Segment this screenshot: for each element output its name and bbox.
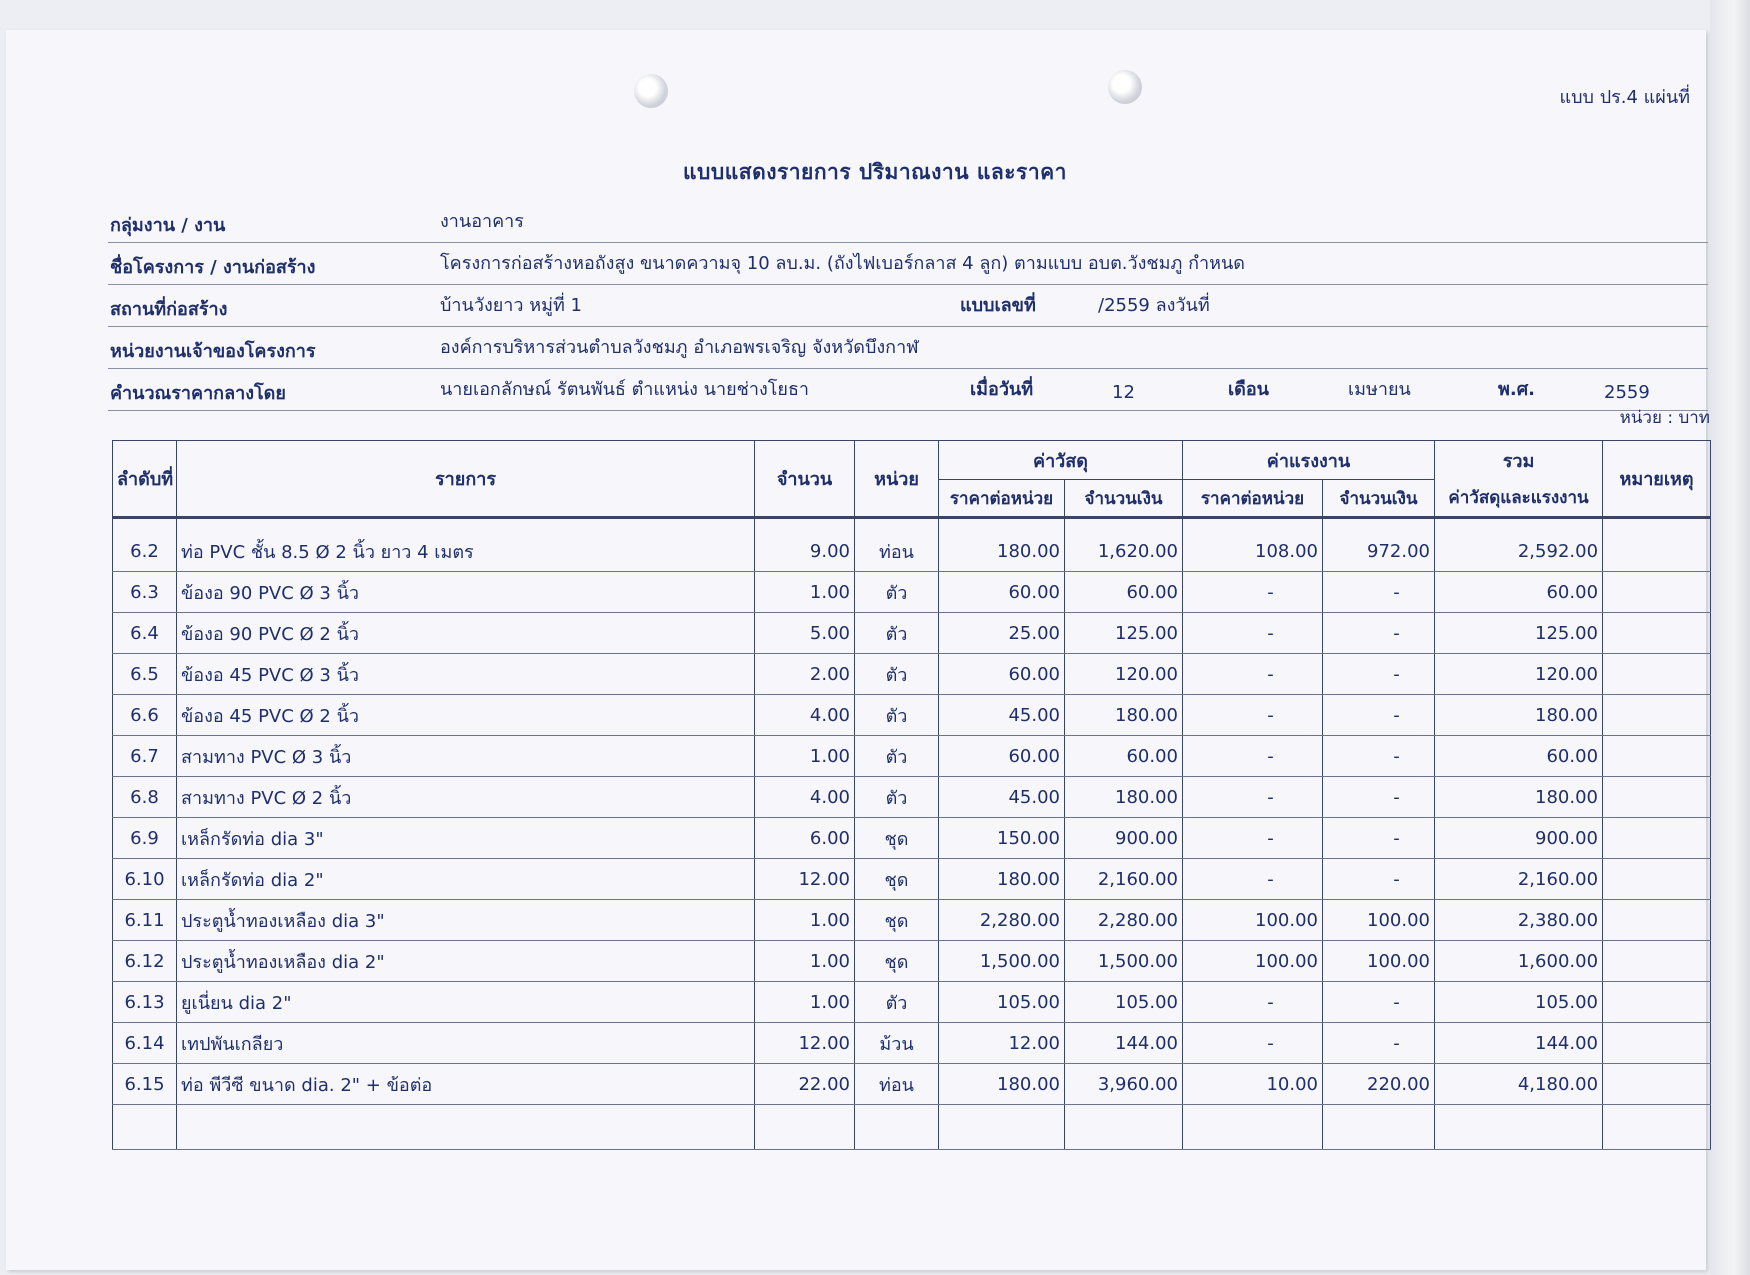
cell-labor-unit-price: - bbox=[1183, 695, 1323, 736]
cell-total: 2,592.00 bbox=[1435, 531, 1603, 572]
header-material-amount: จำนวนเงิน bbox=[1065, 480, 1183, 518]
cell-material-unit-price: 2,280.00 bbox=[939, 900, 1065, 941]
project-value: โครงการก่อสร้างหอถังสูง ขนาดความจุ 10 ลบ.ม. (ถังไฟเบอร์กลาส 4 ลูก) ตามแบบ อบต.วังชมภู กำหนด bbox=[440, 253, 1245, 274]
blank-cell bbox=[1435, 1105, 1603, 1150]
cell-labor-amount: - bbox=[1323, 777, 1435, 818]
cell-material-unit-price: 1,500.00 bbox=[939, 941, 1065, 982]
cell-labor-unit-price: - bbox=[1183, 859, 1323, 900]
cell-total: 1,600.00 bbox=[1435, 941, 1603, 982]
header-qty: จำนวน bbox=[755, 441, 855, 518]
cell-item: เหล็กรัดท่อ dia 2" bbox=[177, 859, 755, 900]
cell-item: ประตูน้ำทองเหลือง dia 2" bbox=[177, 941, 755, 982]
cell-qty: 1.00 bbox=[755, 941, 855, 982]
cell-unit: ตัว bbox=[855, 982, 939, 1023]
estimator-label: คำนวณราคากลางโดย bbox=[110, 383, 286, 404]
cell-no: 6.3 bbox=[113, 572, 177, 613]
cell-qty: 9.00 bbox=[755, 531, 855, 572]
cell-labor-amount: - bbox=[1323, 613, 1435, 654]
cell-labor-unit-price: - bbox=[1183, 818, 1323, 859]
cell-material-amount: 1,620.00 bbox=[1065, 531, 1183, 572]
date-label: เมื่อวันที่ bbox=[970, 379, 1034, 400]
cell-unit: ตัว bbox=[855, 736, 939, 777]
table-row bbox=[113, 941, 1711, 982]
unit-note: หน่วย : บาท bbox=[1619, 408, 1710, 428]
cell-unit: ท่อน bbox=[855, 531, 939, 572]
cell-qty: 6.00 bbox=[755, 818, 855, 859]
cell-material-unit-price: 105.00 bbox=[939, 982, 1065, 1023]
cell-unit: ตัว bbox=[855, 777, 939, 818]
table-row bbox=[113, 572, 1711, 613]
cell-material-unit-price: 180.00 bbox=[939, 859, 1065, 900]
cell-labor-amount: 220.00 bbox=[1323, 1064, 1435, 1105]
header-total-line2: ค่าวัสดุและแรงงาน bbox=[1435, 480, 1603, 518]
header-material-unit-price: ราคาต่อหน่วย bbox=[939, 480, 1065, 518]
blank-cell bbox=[1183, 1105, 1323, 1150]
cell-material-amount: 180.00 bbox=[1065, 695, 1183, 736]
punch-hole-right bbox=[1108, 70, 1142, 104]
cell-labor-unit-price: - bbox=[1183, 654, 1323, 695]
form-code: แบบ ปร.4 แผ่นที่ bbox=[1559, 87, 1690, 108]
cell-unit: ตัว bbox=[855, 654, 939, 695]
cell-material-amount: 125.00 bbox=[1065, 613, 1183, 654]
table-row bbox=[113, 613, 1711, 654]
cell-total: 125.00 bbox=[1435, 613, 1603, 654]
blank-cell bbox=[855, 1105, 939, 1150]
cell-labor-amount: 100.00 bbox=[1323, 941, 1435, 982]
info-row-owner bbox=[108, 330, 1708, 369]
cell-item: ท่อ PVC ชั้น 8.5 Ø 2 นิ้ว ยาว 4 เมตร bbox=[177, 531, 755, 572]
header-material: ค่าวัสดุ bbox=[939, 441, 1183, 480]
cell-remark bbox=[1603, 654, 1711, 695]
blank-cell bbox=[939, 1105, 1065, 1150]
cell-total: 60.00 bbox=[1435, 736, 1603, 777]
page-edge bbox=[1710, 0, 1750, 1275]
cell-no: 6.8 bbox=[113, 777, 177, 818]
cell-material-amount: 180.00 bbox=[1065, 777, 1183, 818]
header-labor-amount: จำนวนเงิน bbox=[1323, 480, 1435, 518]
cell-no: 6.13 bbox=[113, 982, 177, 1023]
cell-labor-unit-price: - bbox=[1183, 982, 1323, 1023]
cell-total: 180.00 bbox=[1435, 777, 1603, 818]
cell-remark bbox=[1603, 777, 1711, 818]
cell-remark bbox=[1603, 982, 1711, 1023]
cell-total: 60.00 bbox=[1435, 572, 1603, 613]
table-row bbox=[113, 531, 1711, 572]
year-value: 2559 bbox=[1604, 382, 1650, 403]
blank-cell bbox=[113, 1105, 177, 1150]
header-total-line1: รวม bbox=[1435, 441, 1603, 480]
cell-material-amount: 144.00 bbox=[1065, 1023, 1183, 1064]
month-label: เดือน bbox=[1228, 379, 1269, 400]
site-value: บ้านวังยาว หมู่ที่ 1 bbox=[440, 295, 582, 316]
cell-unit: ชุด bbox=[855, 941, 939, 982]
cell-material-amount: 2,160.00 bbox=[1065, 859, 1183, 900]
cell-remark bbox=[1603, 1023, 1711, 1064]
cell-remark bbox=[1603, 531, 1711, 572]
cell-unit: ตัว bbox=[855, 695, 939, 736]
cell-qty: 5.00 bbox=[755, 613, 855, 654]
cell-material-unit-price: 12.00 bbox=[939, 1023, 1065, 1064]
cell-material-unit-price: 45.00 bbox=[939, 777, 1065, 818]
blank-cell bbox=[1603, 1105, 1711, 1150]
cell-labor-amount: - bbox=[1323, 982, 1435, 1023]
cell-no: 6.12 bbox=[113, 941, 177, 982]
info-row-group bbox=[108, 204, 1708, 243]
estimator-value: นายเอกลักษณ์ รัตนพันธ์ ตำแหน่ง นายช่างโยธา bbox=[440, 379, 810, 400]
cell-no: 6.10 bbox=[113, 859, 177, 900]
table-row bbox=[113, 818, 1711, 859]
header-labor-unit-price: ราคาต่อหน่วย bbox=[1183, 480, 1323, 518]
cell-labor-amount: 972.00 bbox=[1323, 531, 1435, 572]
cell-labor-amount: - bbox=[1323, 572, 1435, 613]
cell-remark bbox=[1603, 572, 1711, 613]
cell-no: 6.4 bbox=[113, 613, 177, 654]
cell-material-unit-price: 25.00 bbox=[939, 613, 1065, 654]
cell-labor-amount: - bbox=[1323, 695, 1435, 736]
cell-no: 6.14 bbox=[113, 1023, 177, 1064]
cell-material-amount: 120.00 bbox=[1065, 654, 1183, 695]
owner-value: องค์การบริหารส่วนตำบลวังชมภู อำเภอพรเจริญ จังหวัดบึงกาฬ bbox=[440, 337, 919, 358]
cell-remark bbox=[1603, 941, 1711, 982]
cell-unit: ท่อน bbox=[855, 1064, 939, 1105]
punch-hole-left bbox=[634, 74, 668, 108]
table-row bbox=[113, 777, 1711, 818]
blank-cell bbox=[177, 1105, 755, 1150]
cell-qty: 4.00 bbox=[755, 777, 855, 818]
cell-item: ข้องอ 90 PVC Ø 3 นิ้ว bbox=[177, 572, 755, 613]
header-unit: หน่วย bbox=[855, 441, 939, 518]
cell-qty: 22.00 bbox=[755, 1064, 855, 1105]
year-label: พ.ศ. bbox=[1498, 379, 1535, 400]
blank-row bbox=[113, 1105, 1711, 1150]
blank-cell bbox=[1065, 1105, 1183, 1150]
cell-item: เหล็กรัดท่อ dia 3" bbox=[177, 818, 755, 859]
cell-material-amount: 60.00 bbox=[1065, 736, 1183, 777]
cell-item: ประตูน้ำทองเหลือง dia 3" bbox=[177, 900, 755, 941]
cell-remark bbox=[1603, 613, 1711, 654]
cell-remark bbox=[1603, 859, 1711, 900]
boq-table bbox=[112, 440, 1711, 1150]
cell-material-amount: 1,500.00 bbox=[1065, 941, 1183, 982]
cell-labor-unit-price: - bbox=[1183, 1023, 1323, 1064]
cell-labor-unit-price: - bbox=[1183, 572, 1323, 613]
cell-total: 4,180.00 bbox=[1435, 1064, 1603, 1105]
plan-no-value: /2559 ลงวันที่ bbox=[1098, 295, 1210, 316]
cell-qty: 1.00 bbox=[755, 982, 855, 1023]
date-day: 12 bbox=[1112, 382, 1135, 403]
plan-no-label: แบบเลขที่ bbox=[960, 295, 1036, 316]
cell-unit: ม้วน bbox=[855, 1023, 939, 1064]
cell-total: 180.00 bbox=[1435, 695, 1603, 736]
group-value: งานอาคาร bbox=[440, 211, 524, 232]
cell-item: สามทาง PVC Ø 2 นิ้ว bbox=[177, 777, 755, 818]
cell-no: 6.6 bbox=[113, 695, 177, 736]
cell-remark bbox=[1603, 900, 1711, 941]
cell-material-unit-price: 60.00 bbox=[939, 572, 1065, 613]
cell-item: เทปพันเกลียว bbox=[177, 1023, 755, 1064]
cell-unit: ตัว bbox=[855, 572, 939, 613]
table-header bbox=[113, 441, 1711, 518]
cell-remark bbox=[1603, 695, 1711, 736]
table-body bbox=[113, 518, 1711, 1150]
cell-labor-unit-price: 100.00 bbox=[1183, 900, 1323, 941]
cell-qty: 12.00 bbox=[755, 1023, 855, 1064]
cell-material-amount: 900.00 bbox=[1065, 818, 1183, 859]
cell-material-amount: 60.00 bbox=[1065, 572, 1183, 613]
table-row bbox=[113, 900, 1711, 941]
group-label: กลุ่มงาน / งาน bbox=[110, 215, 226, 236]
cell-total: 120.00 bbox=[1435, 654, 1603, 695]
cell-unit: ชุด bbox=[855, 818, 939, 859]
cell-remark bbox=[1603, 736, 1711, 777]
cell-labor-unit-price: - bbox=[1183, 613, 1323, 654]
cell-total: 144.00 bbox=[1435, 1023, 1603, 1064]
cell-no: 6.7 bbox=[113, 736, 177, 777]
month-value: เมษายน bbox=[1348, 379, 1411, 400]
cell-qty: 1.00 bbox=[755, 900, 855, 941]
cell-labor-amount: - bbox=[1323, 859, 1435, 900]
cell-labor-unit-price: - bbox=[1183, 736, 1323, 777]
cell-item: ยูเนี่ยน dia 2" bbox=[177, 982, 755, 1023]
header-no: ลำดับที่ bbox=[113, 441, 177, 518]
cell-remark bbox=[1603, 818, 1711, 859]
cell-labor-amount: - bbox=[1323, 654, 1435, 695]
cell-labor-unit-price: 108.00 bbox=[1183, 531, 1323, 572]
cell-labor-amount: - bbox=[1323, 1023, 1435, 1064]
site-label: สถานที่ก่อสร้าง bbox=[110, 299, 228, 320]
cell-total: 2,380.00 bbox=[1435, 900, 1603, 941]
cell-item: สามทาง PVC Ø 3 นิ้ว bbox=[177, 736, 755, 777]
cell-material-unit-price: 45.00 bbox=[939, 695, 1065, 736]
cell-labor-unit-price: 10.00 bbox=[1183, 1064, 1323, 1105]
project-label: ชื่อโครงการ / งานก่อสร้าง bbox=[110, 257, 316, 278]
cell-unit: ชุด bbox=[855, 900, 939, 941]
cell-material-unit-price: 180.00 bbox=[939, 531, 1065, 572]
cell-qty: 12.00 bbox=[755, 859, 855, 900]
table-row bbox=[113, 1064, 1711, 1105]
info-row-site bbox=[108, 288, 1708, 327]
table-row bbox=[113, 654, 1711, 695]
cell-no: 6.5 bbox=[113, 654, 177, 695]
header-item: รายการ bbox=[177, 441, 755, 518]
cell-qty: 2.00 bbox=[755, 654, 855, 695]
cell-qty: 1.00 bbox=[755, 736, 855, 777]
cell-no: 6.2 bbox=[113, 531, 177, 572]
cell-no: 6.11 bbox=[113, 900, 177, 941]
table-row bbox=[113, 736, 1711, 777]
cell-labor-unit-price: - bbox=[1183, 777, 1323, 818]
cell-total: 900.00 bbox=[1435, 818, 1603, 859]
cell-total: 2,160.00 bbox=[1435, 859, 1603, 900]
cell-item: ข้องอ 45 PVC Ø 3 นิ้ว bbox=[177, 654, 755, 695]
header-remark: หมายเหตุ bbox=[1603, 441, 1711, 518]
info-row-estimator bbox=[108, 372, 1708, 411]
cell-material-unit-price: 180.00 bbox=[939, 1064, 1065, 1105]
blank-cell bbox=[755, 1105, 855, 1150]
document-title: แบบแสดงรายการ ปริมาณงาน และราคา bbox=[683, 160, 1067, 184]
cell-material-unit-price: 150.00 bbox=[939, 818, 1065, 859]
cell-qty: 4.00 bbox=[755, 695, 855, 736]
cell-no: 6.9 bbox=[113, 818, 177, 859]
cell-material-unit-price: 60.00 bbox=[939, 736, 1065, 777]
owner-label: หน่วยงานเจ้าของโครงการ bbox=[110, 341, 316, 362]
header-labor: ค่าแรงงาน bbox=[1183, 441, 1435, 480]
cell-item: ท่อ พีวีซี ขนาด dia. 2" + ข้อต่อ bbox=[177, 1064, 755, 1105]
table-row bbox=[113, 859, 1711, 900]
cell-labor-unit-price: 100.00 bbox=[1183, 941, 1323, 982]
info-row-project bbox=[108, 246, 1708, 285]
cell-qty: 1.00 bbox=[755, 572, 855, 613]
cell-labor-amount: 100.00 bbox=[1323, 900, 1435, 941]
table-row bbox=[113, 695, 1711, 736]
cell-labor-amount: - bbox=[1323, 736, 1435, 777]
cell-total: 105.00 bbox=[1435, 982, 1603, 1023]
blank-cell bbox=[1323, 1105, 1435, 1150]
cell-no: 6.15 bbox=[113, 1064, 177, 1105]
cell-material-amount: 3,960.00 bbox=[1065, 1064, 1183, 1105]
cell-material-amount: 2,280.00 bbox=[1065, 900, 1183, 941]
cell-remark bbox=[1603, 1064, 1711, 1105]
table-row bbox=[113, 1023, 1711, 1064]
cell-labor-amount: - bbox=[1323, 818, 1435, 859]
spacer-row bbox=[113, 518, 1711, 532]
cell-item: ข้องอ 90 PVC Ø 2 นิ้ว bbox=[177, 613, 755, 654]
cell-unit: ตัว bbox=[855, 613, 939, 654]
cell-item: ข้องอ 45 PVC Ø 2 นิ้ว bbox=[177, 695, 755, 736]
cell-material-unit-price: 60.00 bbox=[939, 654, 1065, 695]
table-row bbox=[113, 982, 1711, 1023]
cell-unit: ชุด bbox=[855, 859, 939, 900]
cell-material-amount: 105.00 bbox=[1065, 982, 1183, 1023]
